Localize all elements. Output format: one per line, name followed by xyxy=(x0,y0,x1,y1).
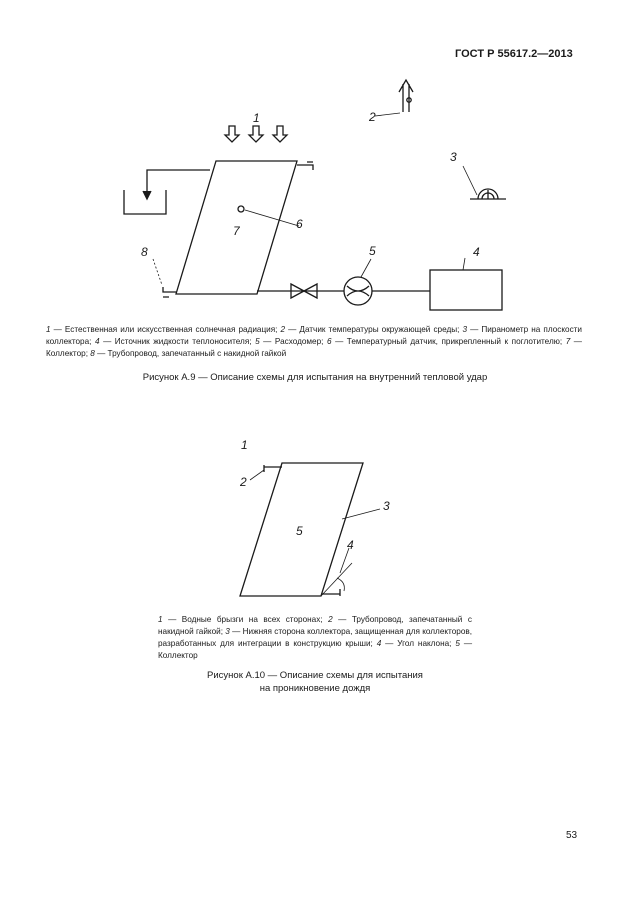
tank-inlet-pipe xyxy=(147,170,210,197)
legend-item: 3 — Пиранометр на плоскости коллектора; xyxy=(46,325,582,346)
legend-item: 2 — Трубопровод, запечатанный с накидной гайкой; xyxy=(158,615,472,636)
ambient-temperature-sensor xyxy=(399,80,413,112)
label-a9-8: 8 xyxy=(141,245,148,259)
page-number: 53 xyxy=(566,830,578,841)
legend-item: 3 — Нижняя сторона коллектора, защищенная для коллекторов, разработанных для интеграции в конструкцию крыши; xyxy=(158,627,473,648)
legend-item: 4 — Источник жидкости теплоносителя; xyxy=(94,337,256,346)
label-a10-2: 2 xyxy=(240,475,247,489)
figure-a10-caption xyxy=(150,669,480,695)
label-a9-2: 2 xyxy=(369,110,376,124)
label-a9-1: 1 xyxy=(253,111,260,125)
label-a9-5: 5 xyxy=(369,244,376,258)
document-code: ГОСТ Р 55617.2—2013 xyxy=(455,48,573,60)
legend-item: 8 — Трубопровод, запечатанный с накидной гайкой xyxy=(90,349,287,358)
caption-line: на проникновение дождя xyxy=(259,683,371,694)
legend-item: 7 — Коллектор; xyxy=(46,337,582,358)
pyranometer xyxy=(470,189,506,199)
label-a10-3: 3 xyxy=(383,499,390,513)
figure-a10-legend xyxy=(158,614,472,662)
fluid-source xyxy=(430,270,502,310)
legend-item: 2 — Датчик температуры окружающей среды; xyxy=(280,325,463,334)
legend-item: 1 — Водные брызги на всех сторонах; xyxy=(158,615,329,624)
figure-a9-legend xyxy=(46,324,582,360)
absorber-sensor xyxy=(238,206,244,212)
label-a10-1: 1 xyxy=(241,438,248,452)
legend-item: 6 — Температурный датчик, прикрепленный к поглотителю; xyxy=(326,337,566,346)
legend-item: 4 — Угол наклона; xyxy=(376,639,456,648)
legend-item: 5 — Расходомер; xyxy=(255,337,327,346)
legend-item: 5 — Коллектор xyxy=(158,639,473,660)
caption-line: Рисунок А.10 — Описание схемы для испытания xyxy=(207,670,423,681)
radiation-arrows xyxy=(225,126,287,142)
label-a9-4: 4 xyxy=(473,245,480,259)
label-a10-4: 4 xyxy=(347,538,354,552)
label-a9-6: 6 xyxy=(296,217,303,231)
label-a9-7: 7 xyxy=(233,224,240,238)
label-a10-5: 5 xyxy=(296,524,303,538)
label-a9-3: 3 xyxy=(450,150,457,164)
legend-item: 1 — Естественная или искусственная солнечная радиация; xyxy=(46,325,281,334)
figure-a9-caption: Рисунок А.9 — Описание схемы для испытания на внутренний тепловой удар xyxy=(142,372,488,383)
